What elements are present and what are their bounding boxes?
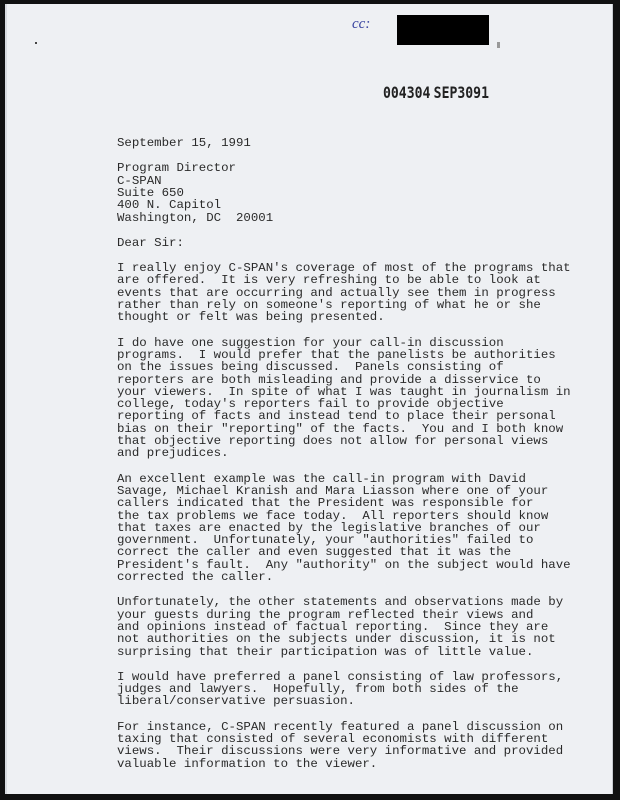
paragraph-line: on the issues being discussed. Panels consisting of: [117, 360, 504, 375]
stamp-date: SEP3091: [433, 83, 489, 102]
paragraph-line: I really enjoy C-SPAN's coverage of most of the programs that: [117, 261, 571, 276]
paragraph-line: I would have preferred a panel consisting of law professors,: [117, 669, 564, 684]
paragraph-line: surprising that their participation was of little value.: [117, 644, 534, 659]
paragraph-line: government. Unfortunately, your "authorities" failed to: [117, 533, 534, 548]
speck-mark: [35, 42, 37, 44]
stamp-doc-number: 004304: [383, 83, 431, 102]
paragraph-line: that objective reporting does not allow for personal views: [117, 434, 549, 448]
cc-annotation: cc:: [352, 16, 371, 32]
paragraph-line: programs. I would prefer that the panelists be authorities: [117, 347, 556, 362]
paragraph-line: reporting of facts and instead tend to place their personal: [117, 409, 556, 424]
paragraph-line: corrected the caller.: [117, 570, 274, 584]
paragraph-line: views. Their discussions were very informative and provided: [117, 744, 564, 759]
paragraph-line: callers indicated that the President was responsible for: [117, 496, 534, 511]
redaction-box: [397, 15, 489, 45]
address-line: Program Director: [117, 161, 236, 176]
tick-mark: [497, 42, 500, 48]
paragraph-line: rather than rely on someone's reporting of what he or she: [117, 298, 541, 312]
address-line: Washington, DC 20001: [117, 210, 274, 225]
paragraph-line: not authorities on the subjects under discussion, it is not: [117, 632, 556, 647]
paragraph-line: are offered. It is very refreshing to be able to look at: [117, 273, 541, 288]
address-line: Suite 650: [117, 185, 184, 200]
received-stamp: [383, 83, 489, 102]
paragraph-line: events that are occurring and actually see them in progress: [117, 285, 556, 300]
paragraph-line: the tax problems we face today. All reporters should know: [117, 508, 549, 523]
paragraph-line: bias on their "reporting" of the facts. You and I both know: [117, 421, 564, 436]
paragraph-line: and opinions instead of factual reporting. Since they are: [117, 619, 549, 634]
paragraph-line: and prejudices.: [117, 446, 229, 461]
address-line: C-SPAN: [117, 173, 162, 188]
paragraph-line: thought or felt was being presented.: [117, 310, 385, 325]
paragraph-line: Unfortunately, the other statements and observations made by: [117, 595, 564, 610]
paragraph-line: I do have one suggestion for your call-in discussion: [117, 335, 504, 350]
letter-page: [5, 4, 613, 794]
paragraph-line: your guests during the program reflected their views and: [117, 607, 534, 622]
paragraph-line: your viewers. In spite of what I was taught in journalism in: [117, 384, 571, 399]
paragraph-line: valuable information to the viewer.: [117, 756, 378, 771]
paragraph-line: that taxes are enacted by the legislative branches of our: [117, 520, 541, 535]
letter-date: September 15, 1991: [117, 136, 251, 150]
paragraph-line: For instance, C-SPAN recently featured a panel discussion on: [117, 719, 564, 734]
paragraph-line: taxing that consisted of several economists with different: [117, 732, 549, 746]
paragraph-line: judges and lawyers. Hopefully, from both sides of the: [117, 682, 519, 697]
address-line: 400 N. Capitol: [117, 198, 222, 213]
paragraph-line: An excellent example was the call-in program with David: [117, 471, 526, 486]
paragraph-line: Savage, Michael Kranish and Mara Liasson where one of your: [117, 483, 549, 498]
paragraph-line: correct the caller and even suggested that it was the: [117, 545, 512, 560]
paragraph-line: President's fault. Any "authority" on the subject would have: [117, 557, 571, 572]
paragraph-line: reporters are both misleading and provide a disservice to: [117, 372, 541, 387]
paragraph-line: college, today's reporters fail to provide objective: [117, 397, 504, 412]
paragraph-line: liberal/conservative persuasion.: [117, 694, 355, 709]
salutation: Dear Sir:: [117, 235, 184, 250]
